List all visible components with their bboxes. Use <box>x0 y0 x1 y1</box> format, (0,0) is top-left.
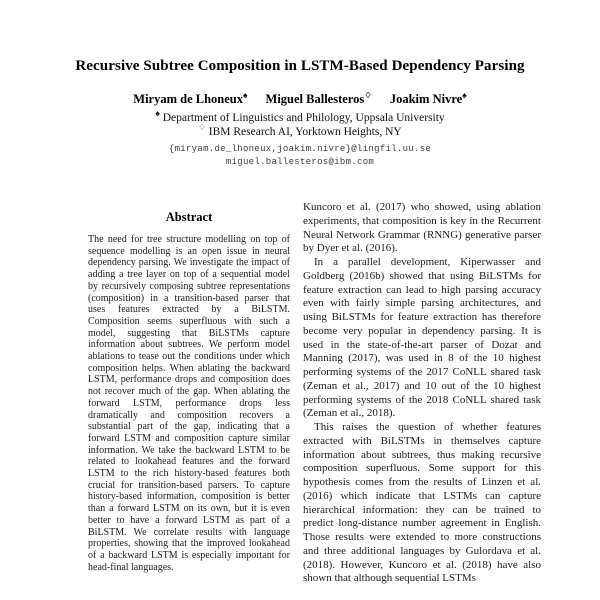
affiliation-ibm <box>0 122 600 138</box>
right-column <box>303 201 541 586</box>
email-address-ibm: miguel.ballesteros@ibm.com <box>225 157 375 167</box>
affiliation-1-text: Department of Linguistics and Philology, Uppsala University <box>162 112 445 124</box>
abstract-text: The need for tree structure modelling on top of sequence modelling is an open issue in neural dependency parsing. We investigate the impact of adding a tree layer on top of a sequential model by recursively composing subtree representations (composition) in a transition-based parser that uses features extracted by a BiLSTM. Composition seems superfluous with such a model, suggesting that BiLSTMs capture information about subtrees. We perform model ablations to tease out the conditions under which composition helps. When ablating the backward LSTM, performance drops and composition does not recover much of the gap. When ablating the forward LSTM, performance drops less dramatically and composition recovers a substantial part of the gap, indicating that a forward LSTM and composition capture similar information. We take the backward LSTM to be related to lookahead features and the forward LSTM to the rich history-based features both crucial for transition-based parsers. To capture history-based information, composition is better than a forward LSTM on its own, but it is even better to have a forward LSTM as part of a BiLSTM. We correlate results with language properties, showing that the improved lookahead of a backward LSTM is especially important for head-final languages. <box>88 234 290 573</box>
left-column <box>88 210 290 573</box>
author-1-affiliation-marker: ♠ <box>243 89 248 100</box>
body-paragraph-2: In a parallel development, Kiperwasser and Goldberg (2016b) showed that using BiLSTMs for feature extraction can lead to high parsing accuracy even with fairly simple parsing architectures, and using BiLSTMs for feature extraction has therefore become very popular in dependency parsing. It is used in the state-of-the-art parser of Dozat and Manning (2017), was used in 8 of the 10 highest performing systems of the 2017 CoNLL shared task (Zeman et al., 2017) and 10 out of the 10 highest performing systems of the 2018 CoNLL shared task (Zeman et al., 2018). <box>303 256 541 420</box>
author-1-name: Miryam de Lhoneux <box>133 92 243 106</box>
body-paragraph-1: Kuncoro et al. (2017) who showed, using ablation experiments, that composition is key in the Recurrent Neural Network Grammar (RNNG) generative parser by Dyer et al. (2016). <box>303 201 541 255</box>
affiliation-2-marker: ♢ <box>198 122 206 133</box>
abstract-heading: Abstract <box>165 210 213 224</box>
paper-title: Recursive Subtree Composition in LSTM-Based Dependency Parsing <box>75 58 525 74</box>
author-2-affiliation-marker: ♢ <box>364 89 372 100</box>
affiliation-uppsala <box>0 108 600 124</box>
author-3-affiliation-marker: ♠ <box>462 89 467 100</box>
author-1 <box>133 89 248 106</box>
author-3 <box>389 89 467 106</box>
body-paragraph-3: This raises the question of whether features extracted with BiLSTMs in themselves capture information about subtrees, thus making recursive composition superfluous. Some support for this hypothesis comes from the results of Linzen et al. (2016) which indicate that LSTMs can capture hierarchical information: they can be trained to predict long-distance number agreement in English. Those results were extended to more constructions and three additional languages by Gulordava et al. (2018). However, Kuncoro et al. (2018) have also shown that although sequential LSTMs <box>303 421 541 585</box>
author-line <box>0 89 600 107</box>
email-address-uppsala: {miryam.de_lhoneux,joakim.nivre}@lingfil.uu.se <box>168 144 432 154</box>
affiliation-2-text: IBM Research AI, Yorktown Heights, NY <box>208 126 402 138</box>
author-3-name: Joakim Nivre <box>389 92 463 106</box>
author-2 <box>265 89 372 106</box>
affiliation-1-marker: ♠ <box>155 108 160 119</box>
author-2-name: Miguel Ballesteros <box>265 92 365 106</box>
